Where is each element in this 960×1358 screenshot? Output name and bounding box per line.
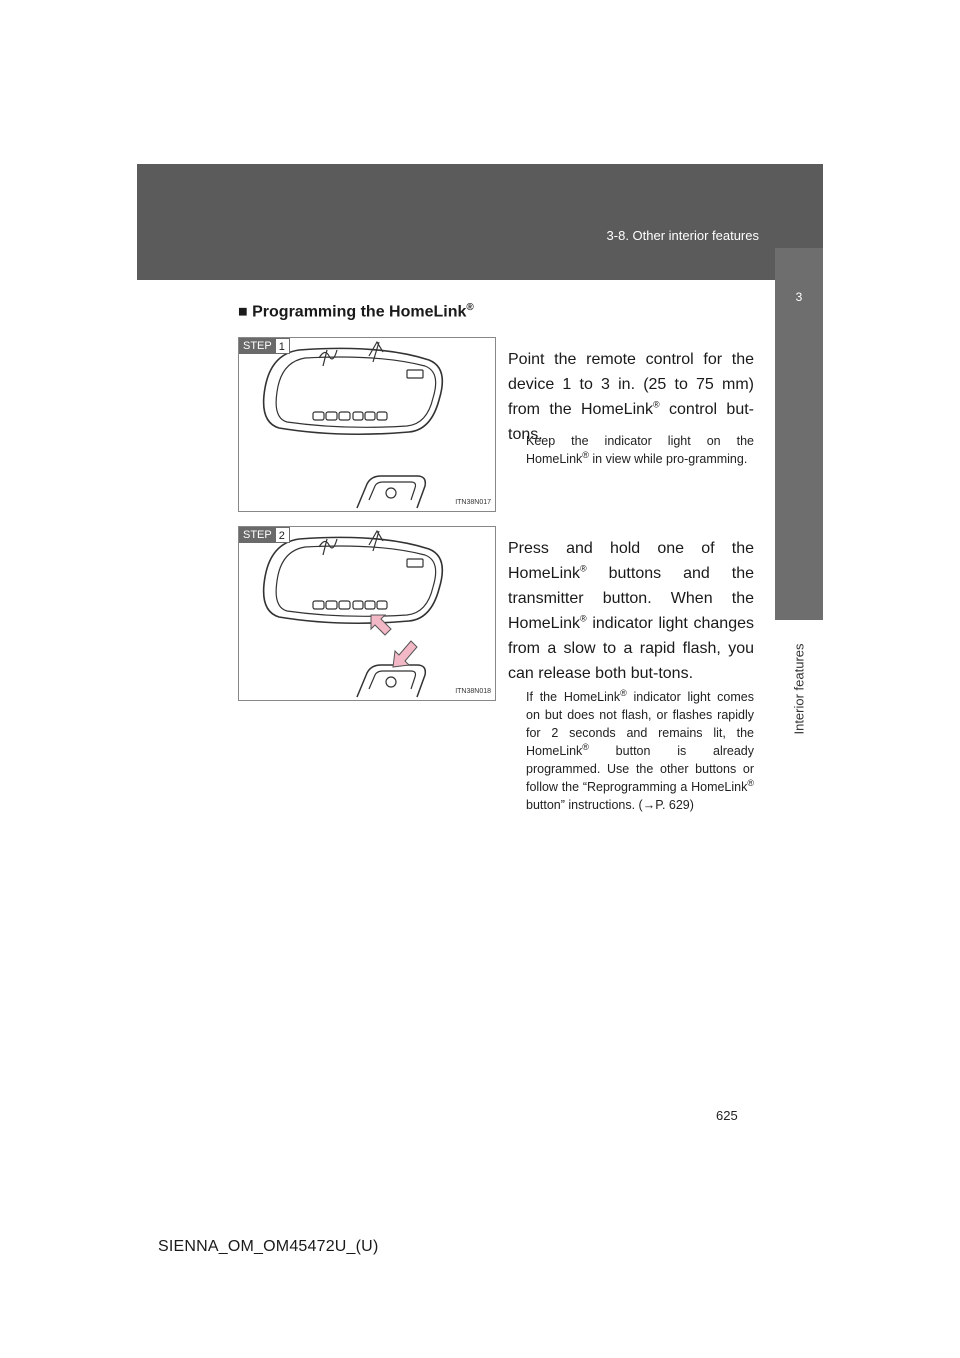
step2-note-a: If the HomeLink (526, 690, 621, 704)
chapter-number: 3 (795, 290, 803, 304)
step1-note-a: Keep the indicator light on the HomeLink (526, 434, 754, 466)
step1-text-b: control but-tons. (508, 401, 754, 443)
step2-text-a: Press and hold one of the HomeLink (508, 540, 754, 582)
step2-note (526, 688, 754, 814)
step1-note-reg: ® (582, 449, 589, 460)
step2-note-d: button” instructions. (→P. 629) (526, 798, 694, 812)
step2-instruction (508, 536, 754, 686)
step2-illustration (238, 526, 496, 701)
step1-reg-a: ® (653, 399, 660, 410)
step1-badge-number: 1 (276, 338, 290, 354)
step2-figure-code: ITN38N018 (455, 688, 491, 695)
press-arrow-mirror (371, 615, 391, 635)
header-section-title: 3-8. Other interior features (606, 228, 759, 243)
step2-reg-b: ® (580, 613, 587, 624)
step2-badge-label: STEP (239, 527, 276, 543)
chapter-label-area (775, 620, 823, 758)
step1-note (526, 432, 754, 468)
step1-figure-code: ITN38N017 (455, 499, 491, 506)
mirror-remote-drawing (239, 338, 495, 511)
step2-text-b: buttons and the transmitter button. When the HomeLink (508, 565, 754, 632)
step2-note-c: button is already programmed. Use the other buttons or follow the “Reprogramming a HomeLink (526, 744, 754, 794)
step2-note-reg-b: ® (582, 741, 589, 752)
step1-note-b: in view while pro-gramming. (588, 452, 748, 466)
chapter-tab (775, 248, 823, 620)
section-title-text: Programming the HomeLink (252, 303, 467, 321)
step2-text-c: indicator light changes from a slow to a rapid flash, you can release both but-tons. (508, 615, 754, 682)
step2-note-reg-a: ® (620, 687, 627, 698)
step1-badge (239, 338, 290, 354)
bullet-square: ■ (238, 303, 248, 321)
header-band (137, 164, 823, 280)
press-arrow-remote (393, 641, 417, 667)
section-title (238, 302, 474, 321)
step2-badge (239, 527, 290, 543)
registered-mark: ® (466, 302, 474, 313)
step1-badge-label: STEP (239, 338, 276, 354)
footer-document-code: SIENNA_OM_OM45472U_(U) (158, 1238, 379, 1255)
step2-reg-a: ® (580, 563, 587, 574)
step2-badge-number: 2 (276, 527, 290, 543)
step1-illustration (238, 337, 496, 512)
step2-note-b: indicator light comes on but does not flash, or flashes rapidly for 2 seconds and remains lit, the HomeLink (526, 690, 754, 758)
mirror-remote-press-drawing (239, 527, 495, 700)
step1-text-a: Point the remote control for the device 1 to 3 in. (25 to 75 mm) from the HomeLink (508, 351, 754, 418)
page-number: 625 (716, 1108, 738, 1123)
chapter-label: Interior features (791, 643, 807, 735)
step2-note-reg-c: ® (747, 777, 754, 788)
